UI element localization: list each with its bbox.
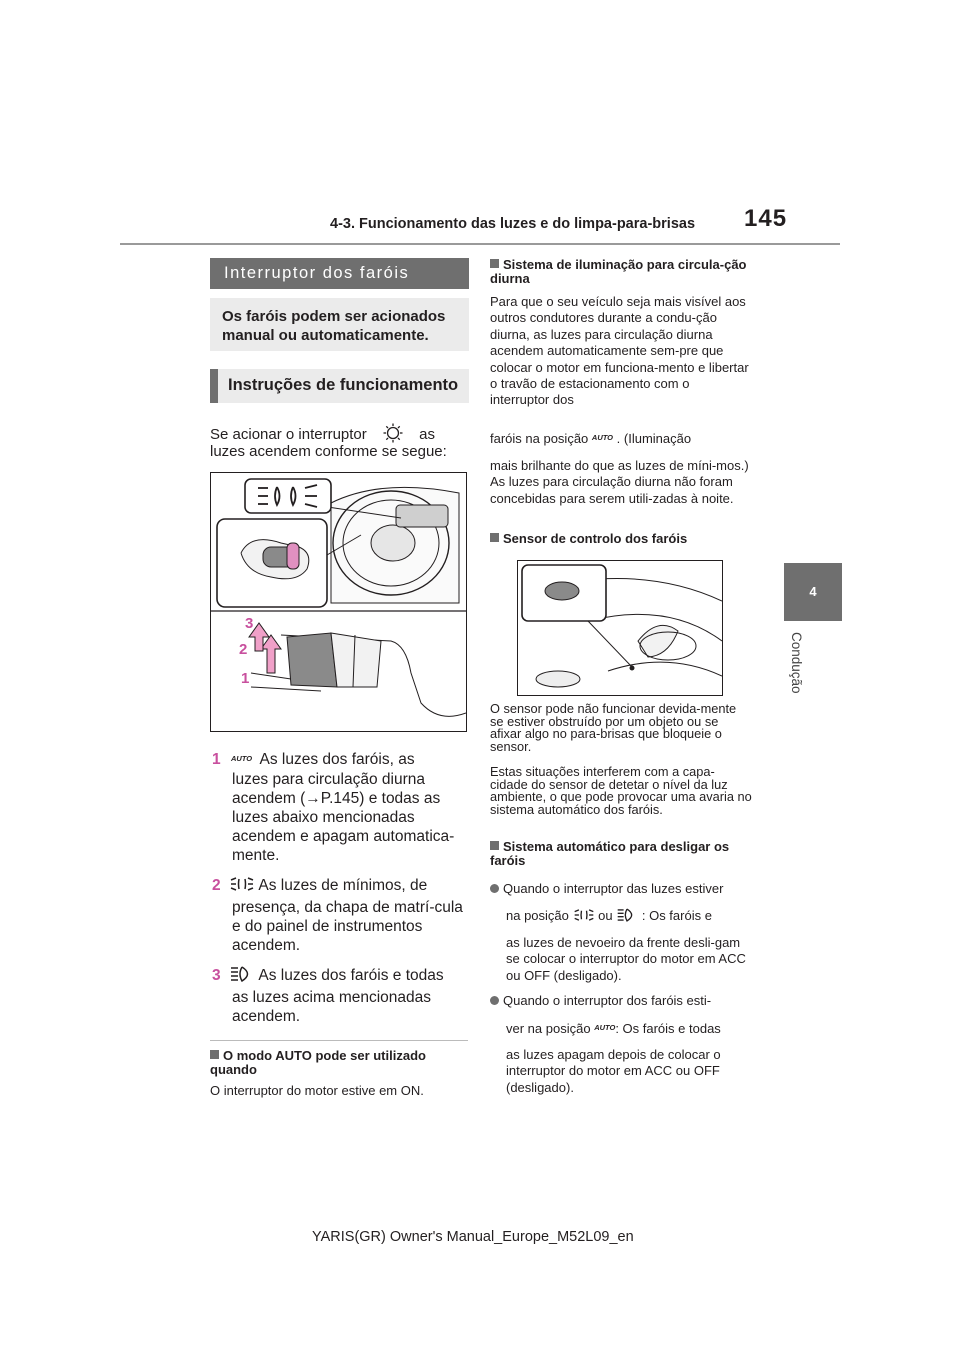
auto-icon: AUTO <box>230 754 253 763</box>
note-text: O interruptor do motor estive em ON. <box>210 1083 424 1098</box>
intro-box: Os faróis podem ser acionados manual ou automaticamente. <box>210 298 469 351</box>
item-3: 3 As luzes dos faróis e todas <box>212 967 444 984</box>
sensor-text-1: O sensor pode não funcionar devida-mente se estiver obstruído por um objeto ou se afixar algo no para-brisas que bloqueie o sensor. <box>490 701 737 754</box>
headlights-icon <box>229 966 255 982</box>
page-number: 145 <box>744 205 788 232</box>
item-3-body: as luzes acima mencionadas acendem. <box>232 989 432 1025</box>
item-1: 1 AUTO As luzes dos faróis, as <box>212 751 415 768</box>
chapter-tab-label: Condução <box>789 632 804 694</box>
lead-line-1: Se acionar o interruptor as <box>210 423 480 444</box>
item-2: 2 As luzes de mínimos, de <box>212 877 428 894</box>
auto-icon: AUTO <box>594 1023 616 1032</box>
sensor-text-2: Estas situações interferem com a capa-cidade do sensor de detetar o nível da luz ambiente, o que pode provocar uma avaria no sistema automático dos faróis. <box>490 764 752 817</box>
headlight-switch-figure <box>210 472 467 732</box>
sensor-figure <box>517 560 723 696</box>
instructions-title: Instruções de funcionamento <box>210 369 469 403</box>
title-bar: Interruptor dos faróis <box>210 258 469 289</box>
auto-off-heading: Sistema automático para desligar os faróis <box>490 839 730 868</box>
sensor-heading: Sensor de controlo dos faróis <box>490 532 752 546</box>
note-heading: O modo AUTO pode ser utilizado quando <box>210 1048 426 1077</box>
parking-lights-icon <box>573 909 595 921</box>
figure-label-3: 3 <box>245 615 254 632</box>
drl-text-2: faróis na posição AUTO . (Iluminação <box>490 431 692 446</box>
section-title: 4-3. Funcionamento das luzes e do limpa-para-brisas <box>330 216 696 232</box>
headlight-switch-icon <box>371 423 415 441</box>
drl-heading: Sistema de iluminação para circula-ção diurna <box>490 257 747 286</box>
drl-text-1: Para que o seu veículo seja mais visível aos outros condutores durante a condu-ção diurna, as luzes para circulação diurna acendem automaticamente sem-pre que colocar o motor em funciona-mento e libertar o travão de estacionamento com o interruptor dos <box>490 294 749 408</box>
figure-label-1: 1 <box>241 670 250 687</box>
bullet-1-line-2: na posição ou : Os faróis e <box>506 908 712 923</box>
bullet-1-line-1: Quando o interruptor das luzes estiver <box>490 881 752 897</box>
bullet-2-line-2: ver na posição AUTO: Os faróis e todas <box>506 1021 721 1036</box>
bullet-2-line-1: Quando o interruptor dos faróis esti- <box>490 993 752 1009</box>
item-1-body: luzes para circulação diurna acendem (→P.145) e todas as luzes abaixo mencionadas acendem e apagam automatica-mente. <box>232 771 455 864</box>
item-2-body: presença, da chapa de matrí-cula e do painel de instrumentos acendem. <box>232 899 463 954</box>
chapter-tab-number[interactable]: 4 <box>784 563 842 621</box>
bullet-1-line-3: as luzes de nevoeiro da frente desli-gam se colocar o interruptor do motor em ACC ou OFF (desligado). <box>506 935 746 983</box>
note-divider <box>210 1040 468 1041</box>
parking-lights-icon <box>229 877 255 891</box>
headlights-icon <box>616 908 638 922</box>
header-divider <box>120 243 840 245</box>
drl-text-3: mais brilhante do que as luzes de míni-mos.) As luzes para circulação diurna não foram concebidas para serem utili-zadas à noite. <box>490 458 749 506</box>
lead-line-2: luzes acendem conforme se segue: <box>210 443 447 460</box>
figure-label-2: 2 <box>239 641 248 658</box>
bullet-2-line-3: as luzes apagam depois de colocar o interruptor do motor em ACC ou OFF (desligado). <box>506 1047 721 1095</box>
auto-icon: AUTO <box>591 433 614 442</box>
footer-manual-id: YARIS(GR) Owner's Manual_Europe_M52L09_en <box>312 1229 634 1245</box>
